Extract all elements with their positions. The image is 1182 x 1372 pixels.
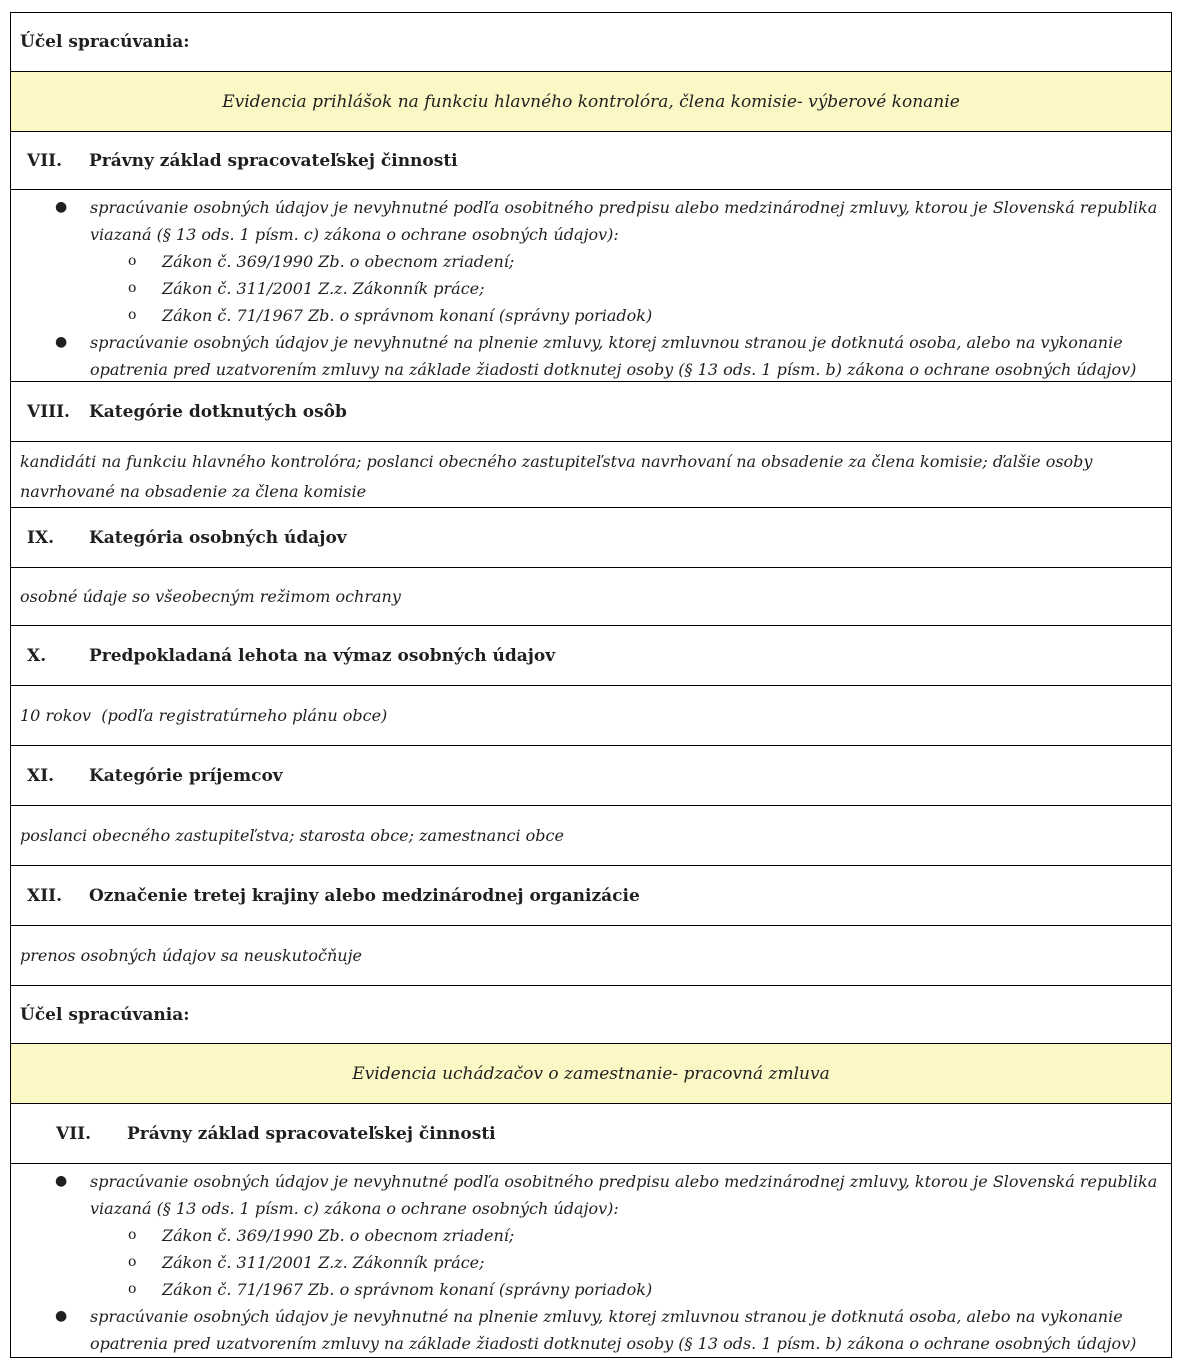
- circle-bullet-icon: o: [128, 253, 137, 269]
- data-category-text: osobné údaje so všeobecným režimom ochrany: [11, 567, 1171, 625]
- legal-basis-list: [11, 189, 1171, 381]
- section-heading-xi: [11, 745, 1171, 805]
- purpose-label-row: [11, 13, 1171, 71]
- purpose-value-row: [11, 1043, 1171, 1103]
- sub-list-item: o Zákon č. 311/2001 Z.z. Zákonník práce;: [11, 1249, 1171, 1276]
- circle-bullet-icon: o: [128, 1227, 137, 1243]
- bullet-icon: ●: [55, 199, 68, 215]
- circle-bullet-icon: o: [128, 1254, 137, 1270]
- sub-list-item: o Zákon č. 311/2001 Z.z. Zákonník práce;: [11, 275, 1171, 302]
- circle-bullet-icon: o: [128, 1281, 137, 1297]
- section-title: Kategória osobných údajov: [89, 527, 347, 548]
- circle-bullet-icon: o: [128, 307, 137, 323]
- section-title: Označenie tretej krajiny alebo medzinárodnej organizácie: [89, 885, 640, 906]
- section-number: XI.: [27, 765, 55, 786]
- purpose-label: Účel spracúvania:: [20, 1004, 190, 1025]
- section-number: VII.: [56, 1123, 92, 1144]
- section-heading-xii: [11, 865, 1171, 925]
- section-title: Právny základ spracovateľskej činnosti: [89, 150, 458, 171]
- purpose-value-row: [11, 71, 1171, 131]
- purpose-value: Evidencia prihlášok na funkciu hlavného kontrolóra, člena komisie- výberové konanie: [222, 91, 960, 112]
- bullet-icon: ●: [55, 1173, 68, 1189]
- bullet-icon: ●: [55, 1308, 68, 1324]
- purpose-value: Evidencia uchádzačov o zamestnanie- pracovná zmluva: [352, 1063, 830, 1084]
- sub-list-item: o Zákon č. 369/1990 Zb. o obecnom zriadení;: [11, 1222, 1171, 1249]
- section-number: XII.: [27, 885, 63, 906]
- purpose-label: Účel spracúvania:: [20, 32, 190, 52]
- list-item: ● spracúvanie osobných údajov je nevyhnutné podľa osobitného predpisu alebo medzinárodnej zmluvy, ktorou je Slovenská republika viazaná (§ 13 ods. 1 písm. c) zákona o ochrane osobných údajov):: [11, 1168, 1171, 1222]
- sub-list-item: o Zákon č. 71/1967 Zb. o správnom konaní (správny poriadok): [11, 1276, 1171, 1303]
- section-title: Kategórie dotknutých osôb: [89, 401, 347, 422]
- third-country-text: prenos osobných údajov sa neuskutočňuje: [11, 925, 1171, 985]
- section-number: VIII.: [27, 401, 70, 422]
- list-item: ● spracúvanie osobných údajov je nevyhnutné podľa osobitného predpisu alebo medzinárodnej zmluvy, ktorou je Slovenská republika viazaná (§ 13 ods. 1 písm. c) zákona o ochrane osobných údajov):: [11, 194, 1171, 248]
- section-title: Právny základ spracovateľskej činnosti: [127, 1123, 496, 1144]
- legal-basis-list: [11, 1163, 1171, 1359]
- retention-text: 10 rokov (podľa registratúrneho plánu obce): [11, 685, 1171, 745]
- section-number: IX.: [27, 527, 55, 548]
- section-heading-vii: [11, 1103, 1171, 1163]
- section-number: VII.: [27, 150, 63, 171]
- section-heading-ix: [11, 507, 1171, 567]
- bullet-icon: ●: [55, 334, 68, 350]
- sub-list-item: o Zákon č. 71/1967 Zb. o správnom konaní (správny poriadok): [11, 302, 1171, 329]
- section-title: Predpokladaná lehota na výmaz osobných údajov: [89, 645, 556, 666]
- section-heading-x: [11, 625, 1171, 685]
- section-heading-vii: [11, 131, 1171, 189]
- section-heading-viii: [11, 381, 1171, 441]
- section-number: X.: [27, 645, 47, 666]
- section-title: Kategórie príjemcov: [89, 765, 283, 786]
- data-subjects-text: kandidáti na funkciu hlavného kontrolóra; poslanci obecného zastupiteľstva navrhovaní na obsadenie za člena komisie; ďalšie osoby navrhované na obsadenie za člena komisie: [11, 441, 1171, 507]
- purpose-label-row: [11, 985, 1171, 1043]
- list-item: ● spracúvanie osobných údajov je nevyhnutné na plnenie zmluvy, ktorej zmluvnou stranou je dotknutá osoba, alebo na vykonanie opatrenia pred uzatvorením zmluvy na základe žiadosti dotknutej osoby (§ 13 ods. 1 písm. b) zákona o ochrane osobných údajov): [11, 329, 1171, 383]
- recipients-text: poslanci obecného zastupiteľstva; starosta obce; zamestnanci obce: [11, 805, 1171, 865]
- circle-bullet-icon: o: [128, 280, 137, 296]
- list-item: ● spracúvanie osobných údajov je nevyhnutné na plnenie zmluvy, ktorej zmluvnou stranou je dotknutá osoba, alebo na vykonanie opatrenia pred uzatvorením zmluvy na základe žiadosti dotknutej osoby (§ 13 ods. 1 písm. b) zákona o ochrane osobných údajov): [11, 1303, 1171, 1357]
- processing-record-table: [10, 12, 1172, 1358]
- sub-list-item: o Zákon č. 369/1990 Zb. o obecnom zriadení;: [11, 248, 1171, 275]
